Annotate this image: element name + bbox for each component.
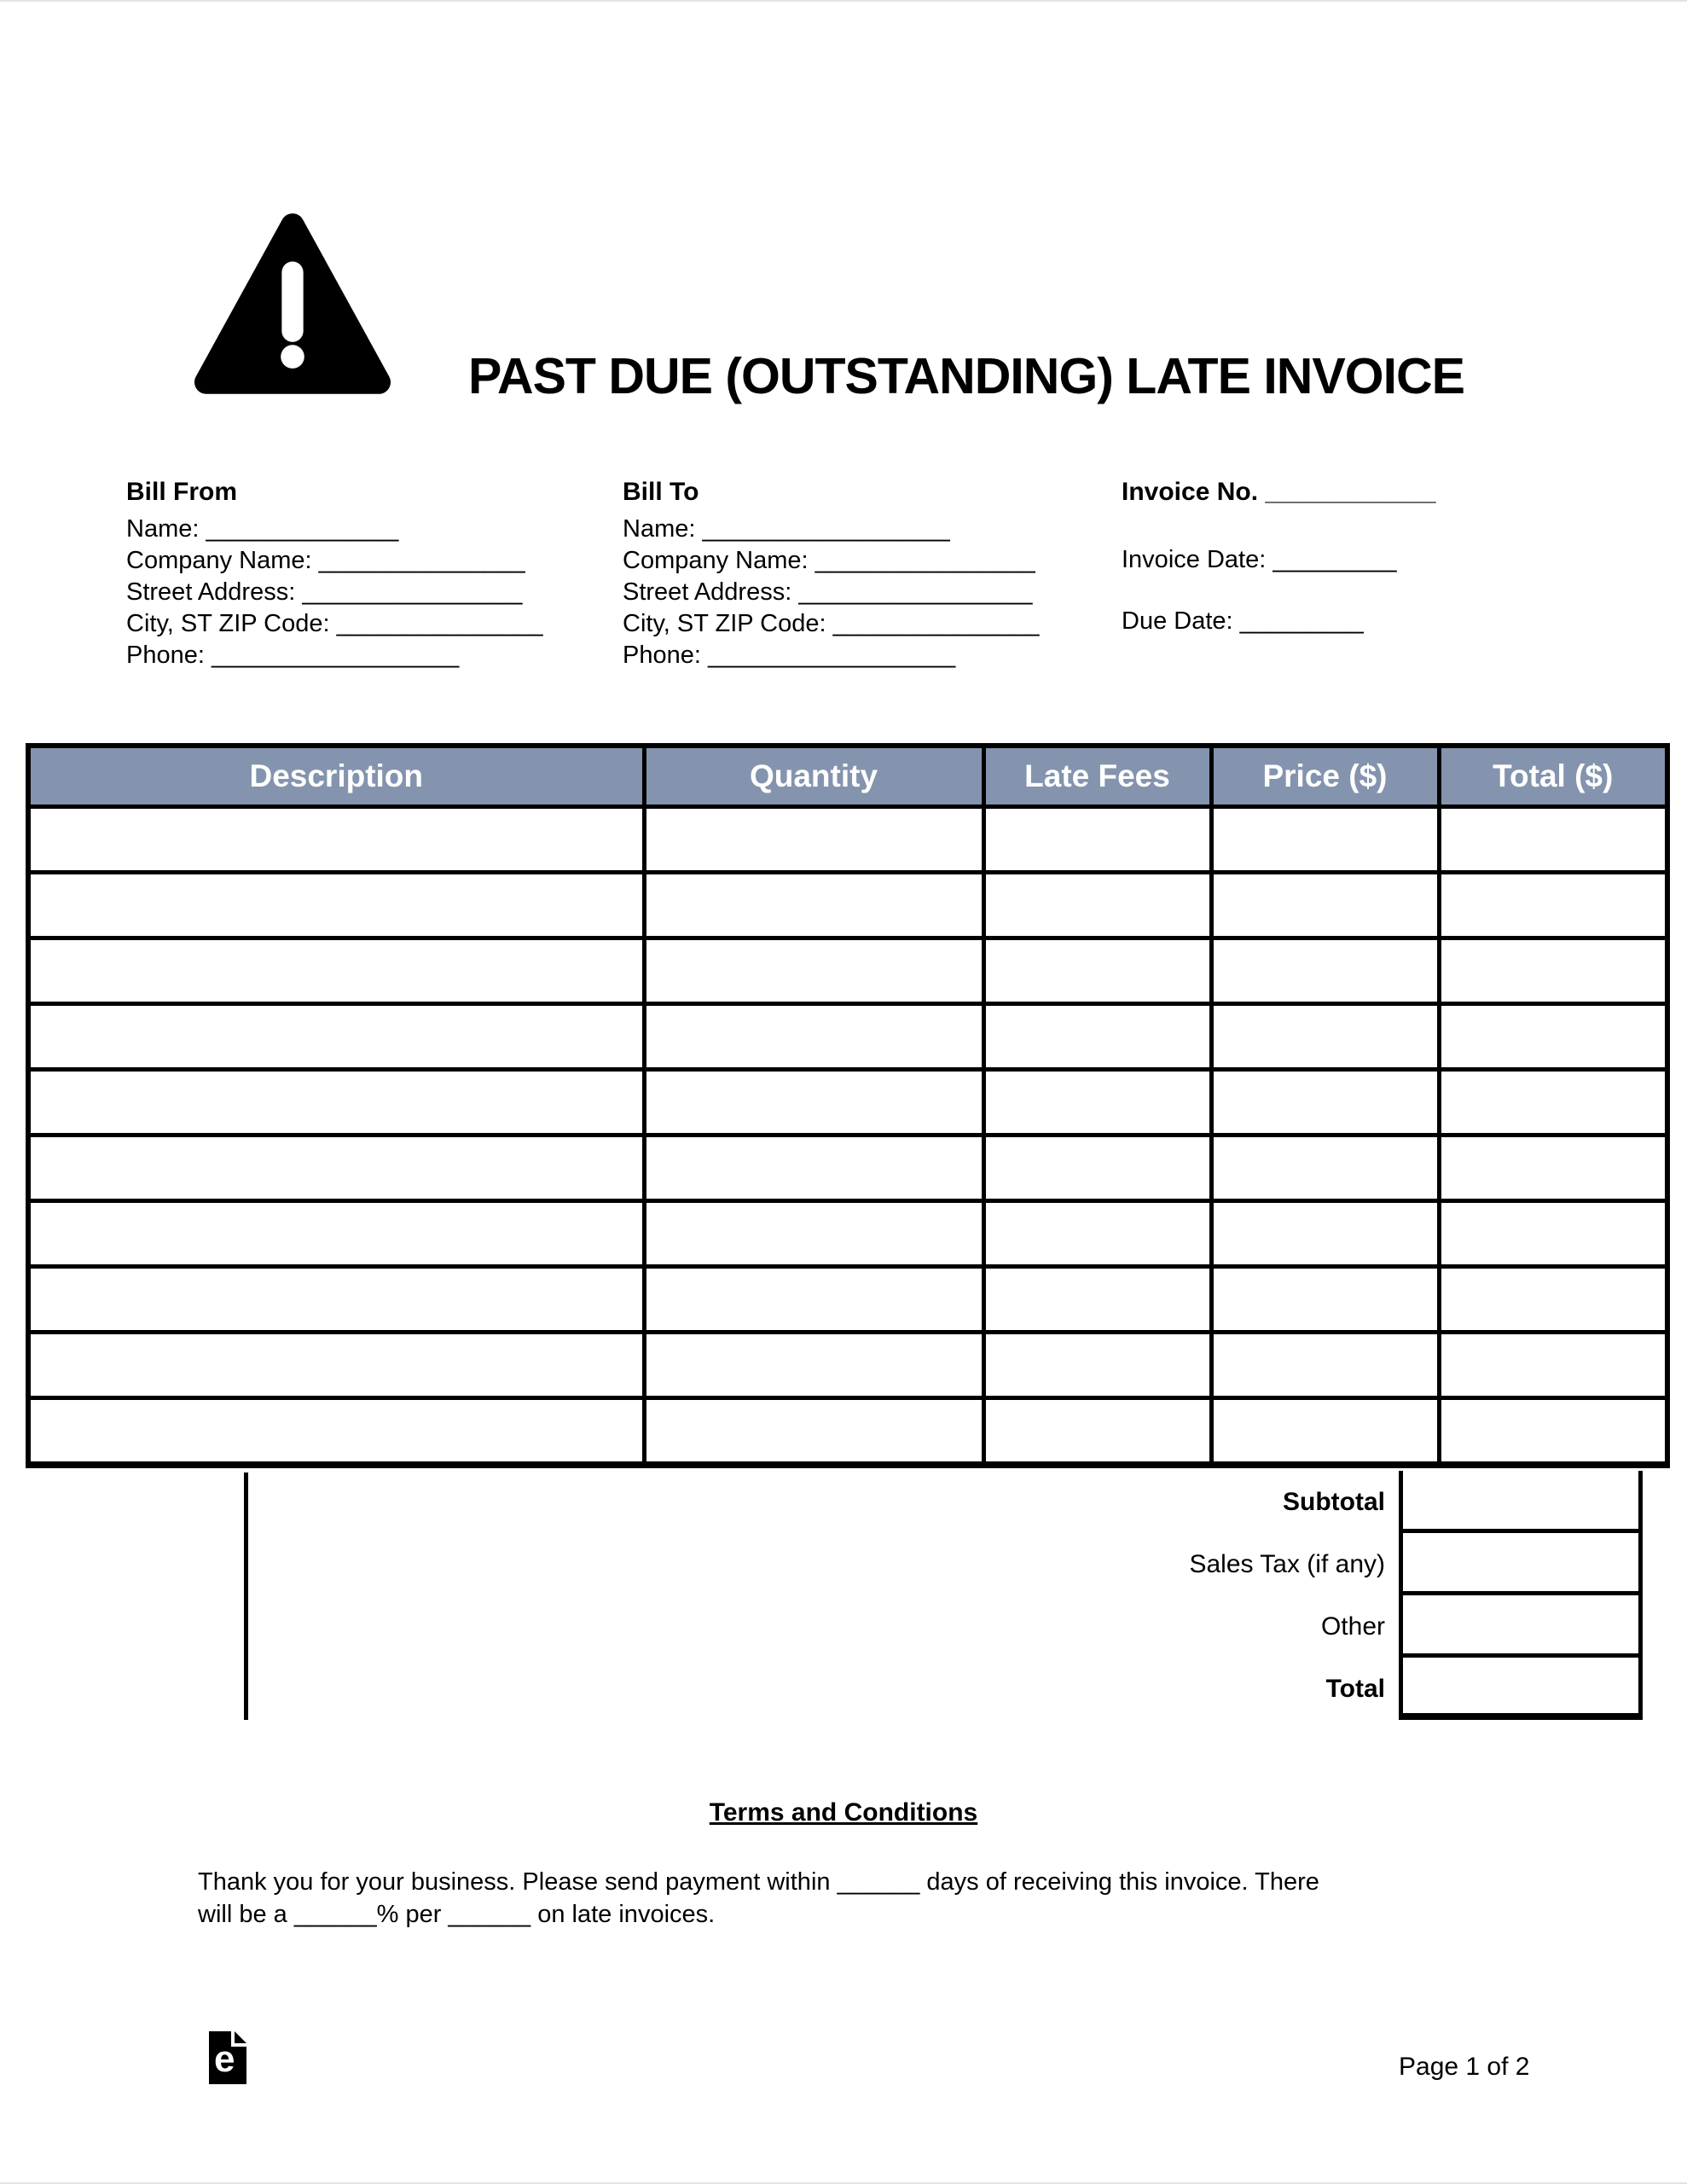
table-cell bbox=[1211, 1004, 1439, 1070]
table-cell bbox=[644, 807, 983, 873]
summary-label: Other bbox=[1320, 1612, 1385, 1641]
bill-from-field: Street Address: ________________ bbox=[126, 578, 523, 606]
table-cell bbox=[983, 807, 1211, 873]
column-header: Late Fees bbox=[983, 746, 1211, 807]
table-cell bbox=[983, 1333, 1211, 1398]
table-cell bbox=[644, 938, 983, 1004]
table-cell bbox=[28, 1333, 644, 1398]
bill-to-field: City, ST ZIP Code: _______________ bbox=[623, 610, 1040, 637]
bill-to-field: Street Address: _________________ bbox=[623, 578, 1033, 606]
bill-to-fields bbox=[623, 514, 1040, 671]
table-cell bbox=[1211, 1333, 1439, 1398]
table-cell bbox=[1439, 1333, 1667, 1398]
table-cell bbox=[644, 1201, 983, 1267]
table-cell bbox=[983, 1267, 1211, 1333]
bill-to-field: Company Name: ________________ bbox=[623, 547, 1035, 574]
summary-row bbox=[853, 1595, 1665, 1658]
table-cell bbox=[644, 1333, 983, 1398]
table-cell bbox=[1211, 807, 1439, 873]
bill-from-section bbox=[126, 476, 543, 671]
table-row bbox=[28, 1201, 1667, 1267]
table-cell bbox=[983, 1070, 1211, 1136]
terms-heading: Terms and Conditions bbox=[709, 1798, 978, 1827]
table-cell bbox=[1439, 1201, 1667, 1267]
column-header: Total ($) bbox=[1439, 746, 1667, 807]
table-cell bbox=[983, 1004, 1211, 1070]
eforms-logo-icon bbox=[209, 2031, 246, 2084]
due-date-field: Due Date: _________ bbox=[1122, 607, 1364, 635]
column-header: Price ($) bbox=[1211, 746, 1439, 807]
invoice-number-field: Invoice No. ____________ bbox=[1122, 478, 1436, 506]
table-row bbox=[28, 1398, 1667, 1466]
table-cell bbox=[28, 1267, 644, 1333]
table-cell bbox=[983, 938, 1211, 1004]
terms-line: Thank you for your business. Please send payment within ______ days of receiving this invoice. There bbox=[198, 1868, 1319, 1896]
table-cell bbox=[983, 1201, 1211, 1267]
bill-from-fields bbox=[126, 514, 543, 671]
table-cell bbox=[1211, 1136, 1439, 1201]
summary-label: Total bbox=[1325, 1674, 1385, 1703]
summary-value-box bbox=[1399, 1658, 1643, 1720]
line-items-table bbox=[26, 743, 1670, 1468]
table-row bbox=[28, 1004, 1667, 1070]
table-cell bbox=[1211, 1398, 1439, 1466]
warning-icon bbox=[194, 209, 391, 398]
bill-from-field: Name: ______________ bbox=[126, 515, 399, 543]
table-row bbox=[28, 1333, 1667, 1398]
bill-from-field: Company Name: _______________ bbox=[126, 547, 525, 574]
table-cell bbox=[644, 1136, 983, 1201]
table-cell bbox=[1439, 807, 1667, 873]
table-cell bbox=[1211, 1267, 1439, 1333]
page-number: Page 1 of 2 bbox=[1399, 2053, 1530, 2081]
table-cell bbox=[1439, 873, 1667, 938]
bill-from-field: City, ST ZIP Code: _______________ bbox=[126, 610, 543, 637]
logo-letter: e bbox=[214, 2038, 235, 2080]
table-cell bbox=[28, 1004, 644, 1070]
summary-row bbox=[853, 1658, 1665, 1720]
table-cell bbox=[28, 938, 644, 1004]
bill-from-heading: Bill From bbox=[126, 478, 238, 506]
column-header: Quantity bbox=[644, 746, 983, 807]
table-cell bbox=[28, 873, 644, 938]
table-cell bbox=[28, 807, 644, 873]
page-title: PAST DUE (OUTSTANDING) LATE INVOICE bbox=[468, 348, 1464, 404]
bill-from-field: Phone: __________________ bbox=[126, 642, 460, 669]
table-row bbox=[28, 938, 1667, 1004]
table-header-row bbox=[28, 746, 1667, 807]
table-row bbox=[28, 1136, 1667, 1201]
table-cell bbox=[1211, 1201, 1439, 1267]
table-row bbox=[28, 1070, 1667, 1136]
table-cell bbox=[1211, 1070, 1439, 1136]
table-cell bbox=[1211, 873, 1439, 938]
table-cell bbox=[983, 1398, 1211, 1466]
table-cell bbox=[28, 1201, 644, 1267]
column-header: Description bbox=[28, 746, 644, 807]
table-cell bbox=[28, 1070, 644, 1136]
table-cell bbox=[644, 1070, 983, 1136]
table-row bbox=[28, 807, 1667, 873]
table-cell bbox=[1211, 938, 1439, 1004]
table-cell bbox=[28, 1136, 644, 1201]
table-row bbox=[28, 873, 1667, 938]
table-cell bbox=[983, 1136, 1211, 1201]
summary-label: Sales Tax (if any) bbox=[1189, 1549, 1385, 1578]
bill-to-field: Phone: __________________ bbox=[623, 642, 956, 669]
table-cell bbox=[1439, 1070, 1667, 1136]
summary-value-box bbox=[1399, 1533, 1643, 1595]
vertical-rule bbox=[244, 1472, 248, 1720]
table-cell bbox=[1439, 938, 1667, 1004]
table-cell bbox=[1439, 1398, 1667, 1466]
summary-row bbox=[853, 1471, 1665, 1533]
table-cell bbox=[644, 1004, 983, 1070]
bill-to-section bbox=[623, 476, 1040, 671]
summary-section bbox=[853, 1471, 1665, 1720]
table-cell bbox=[644, 1267, 983, 1333]
summary-value-box bbox=[1399, 1471, 1643, 1533]
table-cell bbox=[644, 873, 983, 938]
table-cell bbox=[644, 1398, 983, 1466]
bill-to-heading: Bill To bbox=[623, 478, 699, 506]
table-cell bbox=[1439, 1136, 1667, 1201]
table-cell bbox=[1439, 1004, 1667, 1070]
invoice-date-field: Invoice Date: _________ bbox=[1122, 546, 1397, 573]
terms-paragraph bbox=[198, 1866, 1319, 1931]
summary-row bbox=[853, 1533, 1665, 1595]
terms-line: will be a ______% per ______ on late invoices. bbox=[198, 1901, 716, 1928]
table-row bbox=[28, 1267, 1667, 1333]
table-cell bbox=[1439, 1267, 1667, 1333]
summary-value-box bbox=[1399, 1595, 1643, 1658]
table-cell bbox=[983, 873, 1211, 938]
bill-to-field: Name: __________________ bbox=[623, 515, 950, 543]
table-cell bbox=[28, 1398, 644, 1466]
summary-label: Subtotal bbox=[1283, 1487, 1385, 1516]
